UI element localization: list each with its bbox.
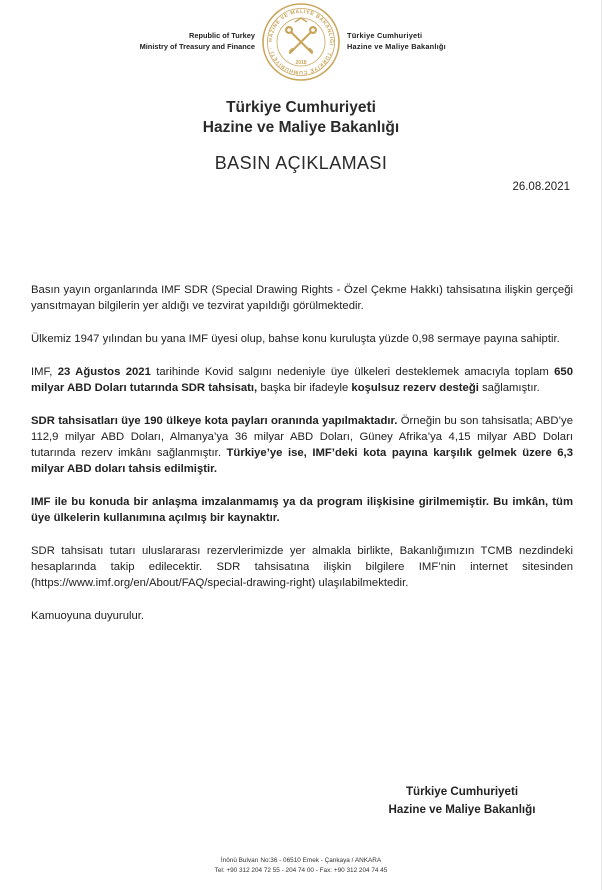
p3-bold-support: koşulsuz rezerv desteği — [351, 381, 479, 394]
paragraph-6: SDR tahsisatı tutarı uluslararası rezervlerimizde yer almakla birlikte, Bakanlığımızın TCMB nezdindeki hesaplarında takip edilecektir. SDR tahsisatına ilişkin bilgilere IMF’nin internet sitesinden (https://www.imf.org/en/About/FAQ/special-drawing-right) ulaşılabilmektedir. — [31, 544, 573, 590]
p5-bold: IMF ile bu konuda bir anlaşma imzalanmamış ya da program ilişkisine girilmemiştir. Bu imkân, tüm üye ülkelerin kullanımına açılmış bir kaynaktır. — [31, 495, 573, 525]
header-left-line1: Republic of Turkey — [189, 31, 255, 40]
paragraph-3 — [31, 364, 573, 396]
seal-year: 2018 — [295, 60, 307, 66]
p3-bold-amount: 650 milyar ABD Doları tutarında SDR tahsisatı, — [31, 365, 573, 394]
document-title — [0, 98, 602, 138]
footer-line2: Tel: +90 312 204 72 55 - 204 74 00 - Fax: +90 312 204 74 45 — [214, 866, 388, 874]
paragraph-4 — [31, 413, 573, 478]
title-line2: Hazine ve Maliye Bakanlığı — [202, 119, 400, 136]
paragraph-2: Ülkemiz 1947 yılından bu yana IMF üyesi olup, bahse konu kuruluşta yüzde 0,98 sermaye payına sahiptir. — [31, 332, 560, 345]
document-date: 26.08.2021 — [512, 181, 570, 193]
signature-line1: Türkiye Cumhuriyeti — [405, 785, 519, 798]
p3-text: sağlamıştır. — [478, 381, 540, 394]
paragraph-5 — [31, 494, 573, 526]
p3-text: başka bir ifadeyle — [257, 381, 352, 394]
p4-bold-intro: SDR tahsisatları üye 190 ülkeye kota payları oranında yapılmaktadır. — [31, 414, 398, 427]
ministry-seal-logo — [261, 2, 341, 82]
title-line1: Türkiye Cumhuriyeti — [226, 99, 376, 116]
document-body — [31, 282, 573, 641]
p3-bold-date: 23 Ağustos 2021 — [57, 365, 151, 378]
paragraph-1: Basın yayın organlarında IMF SDR (Special Drawing Rights - Özel Çekme Hakkı) tahsisatına ilişkin gerçeği yansıtmayan bilgilerin yer aldığı ve tezvirat yapıldığı görülmektedir. — [31, 284, 573, 313]
p3-text: tarihinde Kovid salgını nedeniyle üye ülkeleri desteklemek amacıyla toplam — [150, 365, 555, 378]
header-left-line2: Ministry of Treasury and Finance — [139, 42, 255, 51]
p4-text: Örneğin bu son tahsisatla; ABD’ye 112,9 milyar ABD Doları, Almanya’ya 36 milyar ABD Doları, Güney Afrika’ya 4,15 milyar ABD Doları tutarında rezerv imkânı sağlanmıştır. — [31, 414, 573, 459]
paragraph-7: Kamuoyuna duyurulur. — [31, 609, 145, 622]
footer-address — [0, 856, 602, 875]
header-turkish-name — [347, 30, 446, 52]
header-right-line1: Türkiye Cumhuriyeti — [347, 31, 423, 40]
footer-line1: İnönü Bulvarı No:36 - 06510 Emek - Çankaya / ANKARA — [220, 857, 382, 864]
signature-line2: Hazine ve Maliye Bakanlığı — [388, 803, 536, 816]
seal-ring-text: HAZİNE VE MALİYE BAKANLIĞI · TÜRKİYE CUMHURİYETİ · — [267, 8, 335, 76]
p4-bold-turkey: Türkiye’ye ise, IMF’deki kota payına karşılık gelmek üzere 6,3 milyar ABD doları tahsis edilmiştir. — [31, 446, 573, 476]
header-right-line2: Hazine ve Maliye Bakanlığı — [347, 42, 446, 51]
signature-block — [372, 783, 552, 819]
document-subtitle: BASIN AÇIKLAMASI — [214, 153, 388, 173]
p3-text: IMF, — [31, 365, 58, 378]
header-english-name — [140, 30, 255, 52]
